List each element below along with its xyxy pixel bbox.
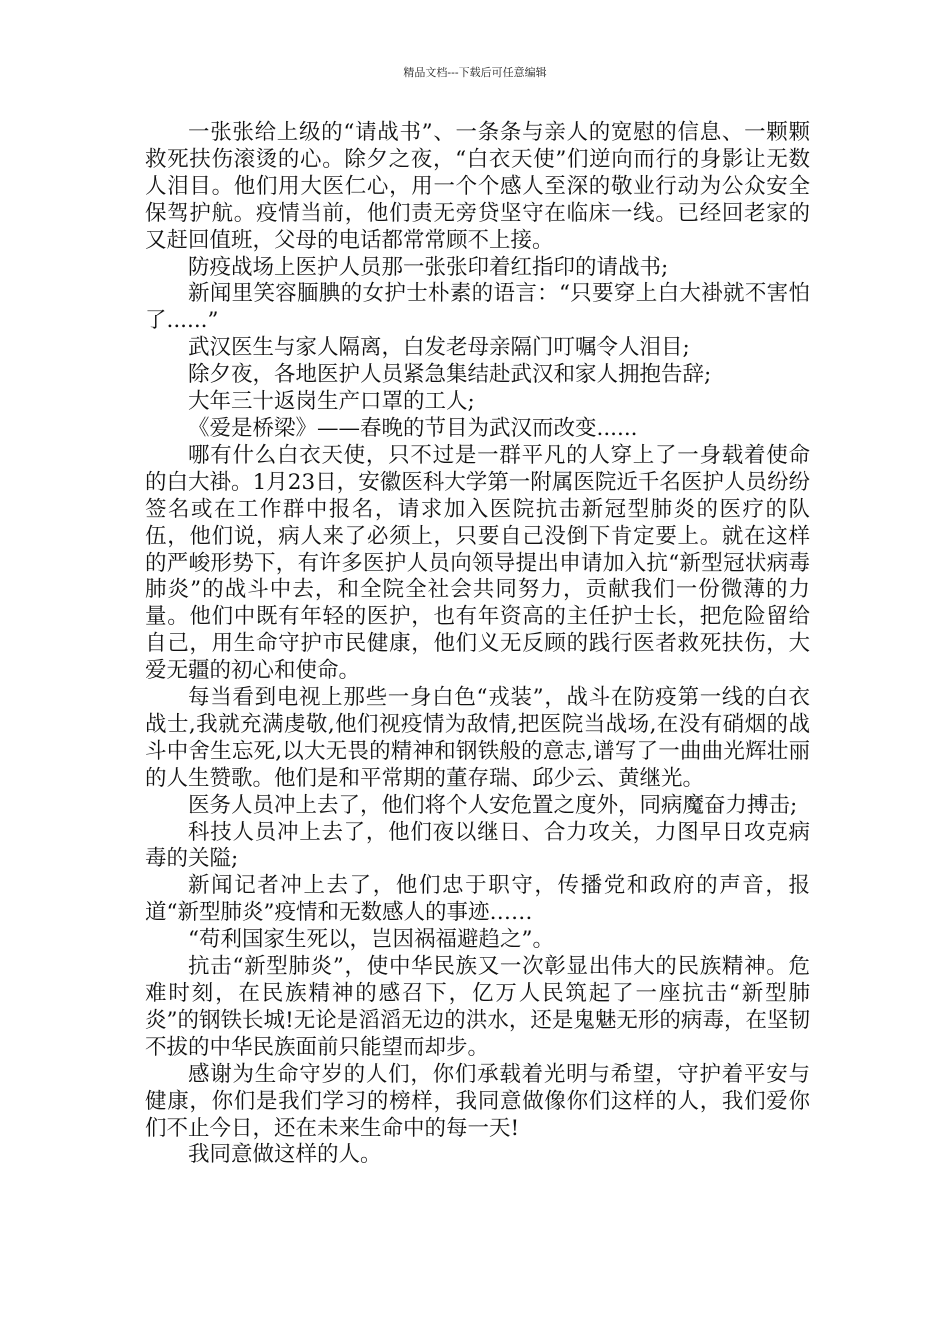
paragraph: 新闻里笑容腼腆的女护士朴素的语言：“只要穿上白大褂就不害怕了......” bbox=[145, 281, 810, 334]
paragraph: 抗击“新型肺炎”，使中华民族又一次彰显出伟大的民族精神。危难时刻，在民族精神的感召下，亿万人民筑起了一座抗击“新型肺炎”的钢铁长城!无论是滔滔无边的洪水，还是鬼魅无形的病毒，在坚韧不拔的中华民族面前只能望而却步。 bbox=[145, 954, 810, 1060]
paragraph: 每当看到电视上那些一身白色“戎装”，战斗在防疫第一线的白衣战士,我就充满虔敬,他们视疫情为敌情,把医院当战场,在没有硝烟的战斗中舍生忘死,以大无畏的精神和钢铁般的意志,谱写了一曲曲光辉壮丽的人生赞歌。他们是和平常期的董存瑞、邱少云、黄继光。 bbox=[145, 685, 810, 791]
paragraph: 《爱是桥梁》——春晚的节目为武汉而改变...... bbox=[188, 415, 638, 441]
paragraph: 医务人员冲上去了，他们将个人安危置之度外，同病魔奋力搏击; bbox=[188, 792, 798, 818]
paragraph: 武汉医生与家人隔离，白发老母亲隔门叮嘱令人泪目; bbox=[188, 335, 690, 361]
paragraph: 我同意做这样的人。 bbox=[188, 1142, 382, 1168]
paragraph: 哪有什么白衣天使，只不过是一群平凡的人穿上了一身载着使命的白大褂。1月23日，安徽医科大学第一附属医院近千名医护人员纷纷签名或在工作群中报名，请求加入医院抗击新冠型肺炎的医疗的队伍，他们说，病人来了必须上，只要自己没倒下肯定要上。就在这样的严峻形势下，有许多医护人员向领导提出申请加入抗“新型冠状病毒肺炎”的战斗中去，和全院全社会共同努力，贡献我们一份微薄的力量。他们中既有年轻的医护，也有年资高的主任护士长，把危险留给自己，用生命守护市民健康，他们义无反顾的践行医者救死扶伤，大爱无疆的初心和使命。 bbox=[145, 442, 810, 684]
paragraph: 大年三十返岗生产口罩的工人; bbox=[188, 389, 475, 415]
paragraph: “苟利国家生死以，岂因祸福避趋之”。 bbox=[188, 927, 554, 953]
paragraph: 感谢为生命守岁的人们，你们承载着光明与希望，守护着平安与健康，你们是我们学习的榜样，我同意做像你们这样的人，我们爱你们不止今日，还在未来生命中的每一天! bbox=[145, 1061, 810, 1141]
page-header: 精品文档---下载后可任意编辑 bbox=[403, 66, 547, 79]
paragraph: 科技人员冲上去了，他们夜以继日、合力攻关，力图早日攻克病毒的关隘; bbox=[145, 819, 810, 872]
paragraph: 除夕夜，各地医护人员紧急集结赴武汉和家人拥抱告辞; bbox=[188, 362, 712, 388]
paragraph: 防疫战场上医护人员那一张张印着红指印的请战书; bbox=[188, 254, 669, 280]
paragraph: 新闻记者冲上去了，他们忠于职守，传播党和政府的声音，报道“新型肺炎”疫情和无数感人的事迹…… bbox=[145, 873, 810, 926]
document-body bbox=[145, 120, 810, 1169]
paragraph: 一张张给上级的“请战书”、一条条与亲人的宽慰的信息、一颗颗救死扶伤滚烫的心。除夕之夜，“白衣天使”们逆向而行的身影让无数人泪目。他们用大医仁心，用一个个感人至深的敬业行动为公众安全保驾护航。疫情当前，他们责无旁贷坚守在临床一线。已经回老家的又赶回值班，父母的电话都常常顾不上接。 bbox=[145, 120, 810, 253]
